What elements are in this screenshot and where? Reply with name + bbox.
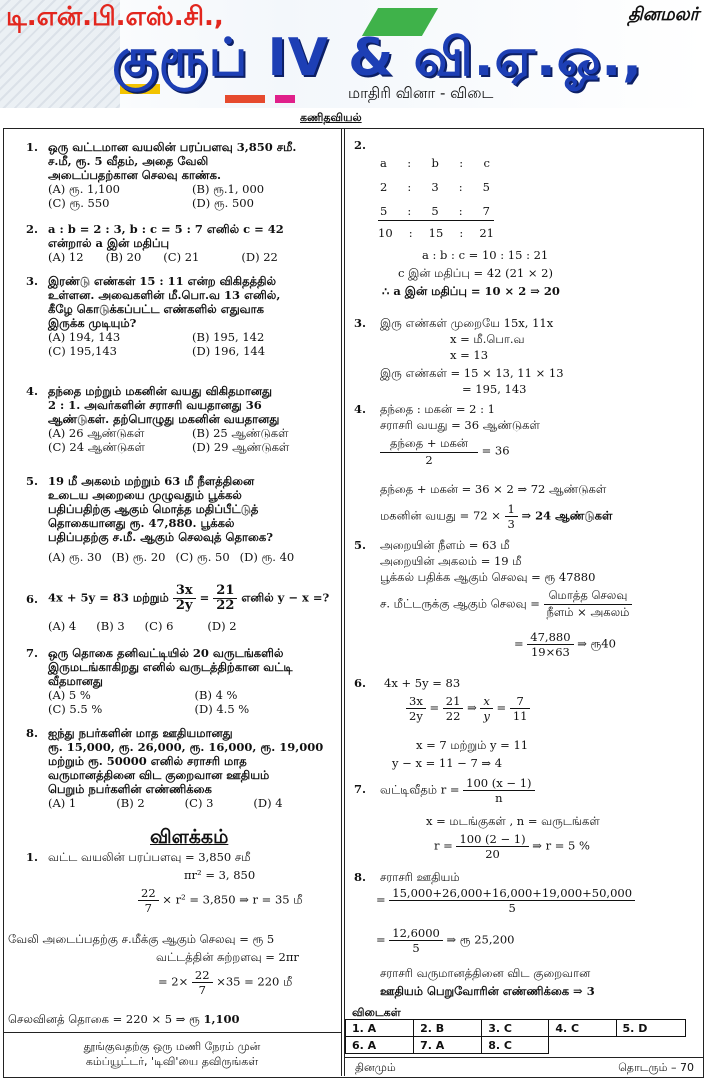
ratio-cell: : [459,156,464,170]
option: (B) ரூ.1, 000 [192,182,265,196]
explanation-line: சராசரி வருமானத்தினை விட குறைவான [380,966,591,980]
option: (D) ரூ. 500 [192,196,254,210]
option: (B) 3 [96,619,125,633]
equation-text: 4x + 5y = 83 மற்றும் [48,590,169,605]
explanation-number: 3. [354,316,367,330]
fraction-denominator: 5 [412,941,420,955]
question-line: ஆண்டுகள். தற்பொழுது மகனின் வயதானது [48,412,280,426]
empty-cell [549,1037,616,1054]
ratio-row [380,156,490,170]
option: (B) ரூ. 20 [111,550,166,564]
ratio-cell: : [407,156,412,170]
continued-label: தொடரும் – 70 [618,1061,694,1074]
column-divider-2 [344,128,345,1076]
option: (C) 3 [184,796,214,810]
equation-text: ⇒ ரூ40 [577,636,616,651]
equation-text: ⇒ r = 5 % [532,838,590,853]
option: (C) 5.5 % [48,702,103,716]
explanation-line [138,886,303,915]
fraction-denominator: 7 [144,901,152,915]
option: (A) 12 [48,250,84,264]
question-number: 4. [26,384,39,398]
option: (A) 26 ஆண்டுகள் [48,426,145,440]
question-line: பதிப்பதிற்கு ஆகும் மொத்த மதிப்பீட்டுத் [48,502,259,516]
ratio-row [378,226,494,240]
option: (D) 196, 144 [192,344,266,358]
option: (B) 2 [116,796,145,810]
ratio-cell: 10 [378,226,393,240]
equation-text: = 2× [158,974,189,989]
ratio-cell: 5 [380,204,388,218]
option: (C) ரூ. 50 [175,550,230,564]
question-line: அடைப்பதற்கான செலவு காண்க. [48,168,221,182]
explanation-number: 8. [354,870,367,884]
fraction-numerator: 21 [213,584,237,599]
option: (B) 4 % [194,688,238,702]
ratio-cell: : [458,180,463,194]
ratio-cell: a [380,156,387,170]
question-line: என்றால் a இன் மதிப்பு [48,236,170,250]
explanation-line [380,776,535,805]
fraction-denominator: 2 [425,453,433,467]
explanation-line: இரு எண்கள் முறையே 15x, 11x [380,316,554,330]
explanation-line: y − x = 11 − 7 ⇒ 4 [392,756,503,770]
fraction-numerator: 15,000+26,000+16,000+19,000+50,000 [389,886,635,901]
ratio-cell: 21 [479,226,494,240]
question-line: பெறும் நபர்களின் எண்ணிக்கை [48,782,212,796]
answer-cell: 2. B [414,1020,482,1037]
explanation-line: வட்டத்தின் சுற்றளவு = 2πr [156,950,299,964]
fraction-numerator: 47,880 [527,630,573,645]
explanation-line: a : b : c = 10 : 15 : 21 [422,248,549,262]
option: (A) 4 [48,619,77,633]
answer-cell: 8. C [482,1037,549,1054]
fraction-denominator: y [483,709,490,723]
explanation-line: பூக்கல் பதிக்க ஆகும் செலவு = ரூ 47880 [380,570,596,584]
table-row [346,1020,686,1037]
equation-text: = [376,932,386,947]
equation-text: = [376,892,386,907]
fraction-numerator: 22 [192,968,213,983]
answer-cell: 7. A [414,1037,482,1054]
explanation-line [380,588,632,621]
equation-text: = [514,636,524,651]
option: (D) 2 [207,619,237,633]
fraction-denominator: 2y [409,709,423,723]
option: (B) 25 ஆண்டுகள் [192,426,289,440]
fraction-denominator: 3 [507,517,515,531]
explanation-number: 7. [354,782,367,796]
question-line: 19 மீ அகலம் மற்றும் 63 மீ நீளத்தினை [48,474,255,488]
equation-text: வட்டிவீதம் r = [380,782,460,797]
fraction-numerator: 100 (x − 1) [463,776,534,791]
explanation-line: c இன் மதிப்பு = 42 (21 × 2) [398,266,553,280]
arrow-symbol: ⇒ [467,700,477,715]
question-3 [26,274,336,358]
column-divider [341,128,342,1076]
explanation-line: x = 7 மற்றும் y = 11 [416,738,529,752]
explanation-line: x = மடங்குகள் , n = வருடங்கள் [426,814,600,828]
question-line: இருக்க முடியும்? [48,316,137,330]
answer-cell: 6. A [346,1037,414,1054]
question-number: 7. [26,646,39,660]
empty-cell [616,1037,685,1054]
question-number: 5. [26,474,39,488]
question-line: வீதமானது [48,674,103,688]
explanation-line [514,630,616,659]
answer-cell: 1. A [346,1020,414,1037]
explanation-line [376,886,635,915]
ratio-row [380,180,490,194]
explanation-line [406,694,530,723]
explanation-line: சராசரி ஊதியம் [380,870,460,884]
ratio-cell: : [407,204,412,218]
equation-text: எனில் y − x =? [241,590,330,605]
footer-line: கம்ப்யூட்டர், 'டிவி'யை தவிருங்கள் [85,1055,259,1068]
explanation-line: 4x + 5y = 83 [384,676,461,690]
answers-table [345,1019,686,1054]
answers-label: விடைகள் [352,1006,401,1019]
explanation-line [380,502,612,531]
ratio-cell: 2 [380,180,388,194]
equation-text: ×35 = 220 மீ [216,974,293,989]
subtitle: மாதிரி வினா - விடை [348,84,494,102]
equals-sign: = [496,700,507,715]
ratio-cell: : [407,180,412,194]
footer-label: தினமும் [355,1061,396,1074]
section-title: கணிதவியல் [300,111,362,124]
question-4 [26,384,336,454]
explanation-line: தந்தை + மகன் = 36 × 2 ⇒ 72 ஆண்டுகள் [380,482,607,496]
fraction-numerator: 100 (2 − 1) [456,832,528,847]
option: (C) 6 [144,619,174,633]
equation-text: ச. மீட்டருக்கு ஆகும் செலவு = [380,596,540,611]
equation-text: × r² = 3,850 ⇒ r = 35 மீ [162,892,303,907]
ratio-cell: : [458,204,463,218]
fraction-numerator: 12,6000 [389,926,443,941]
fraction-numerator: மொத்த செலவு [544,588,633,605]
question-line: உள்ளன. அவைகளின் மீ.பொ.வ 13 எனில், [48,288,281,302]
fraction-denominator: 22 [445,709,461,723]
fraction-denominator: 20 [485,847,500,861]
question-line: உடைய அறையை முழுவதும் பூக்கல் [48,488,242,502]
fraction [213,584,237,613]
header-banner [0,0,707,108]
question-line: தொகையானது ரூ. 47,880. பூக்கல் [48,516,235,530]
question-line: இரண்டு எண்கள் 15 : 11 என்ற விகிதத்தில் [48,274,277,288]
option: (D) 22 [241,250,278,264]
question-line: ரூ. 15,000, ரூ. 26,000, ரூ. 16,000, ரூ. 19,000 [48,740,324,754]
ratio-cell: c [483,156,490,170]
question-line: கீழே கொடுக்கப்பட்ட எண்களில் எதுவாக [48,302,265,316]
option: (D) ரூ. 40 [239,550,295,564]
question-5 [26,474,341,564]
explanation-number: 4. [354,402,367,416]
ratio-cell: : [408,226,413,240]
equals-sign: = [199,590,210,605]
ratio-cell: : [459,226,464,240]
explanation-line: இரு எண்கள் = 15 × 13, 11 × 13 [380,366,564,380]
footer-right [345,1057,704,1077]
brand-logo: தினமலர் [627,4,699,25]
fraction-numerator: தந்தை + மகன் [380,436,478,453]
fraction-denominator: நீளம் × அகலம் [546,605,630,619]
option: (D) 29 ஆண்டுகள் [192,440,290,454]
question-line: இருமடங்காகிறது எனில் வருடத்திற்கான வட்டி [48,660,293,674]
fraction [173,584,196,613]
option: (A) 194, 143 [48,330,121,344]
ratio-rule [378,220,494,221]
explanation-line: x = 13 [450,348,489,362]
fraction-numerator: x [480,694,493,709]
fraction-denominator: 5 [508,901,516,915]
question-line: தந்தை மற்றும் மகனின் வயது விகிதமானது [48,384,272,398]
explanation-title: விளக்கம் [150,826,229,848]
ratio-cell: 15 [428,226,444,240]
ratio-cell: b [431,156,439,170]
question-number: 6. [26,592,39,606]
explanation-line: தந்தை : மகன் = 2 : 1 [380,402,495,416]
equation-text: r = [434,838,453,853]
option: (C) 24 ஆண்டுகள் [48,440,145,454]
fraction-denominator: 11 [512,709,528,723]
title-top: டி.என்.பி.எஸ்.சி., [6,2,224,32]
question-line: ஒரு வட்டமான வயலின் பரப்பளவு 3,850 சமீ. [48,140,297,154]
option: (C) 21 [163,250,200,264]
explanation-number: 5. [354,538,367,552]
equation-text: செலவினத் தொகை = 220 × 5 ⇒ ரூ [8,1012,204,1026]
option: (D) 4 [253,796,283,810]
question-line: ச.மீ, ரூ. 5 வீதம், அதை வேலி [48,154,209,168]
answer-cell: 4. C [549,1020,616,1037]
answer-cell: 5. D [616,1020,685,1037]
question-line: மற்றும் ரூ. 50000 எனில் சராசரி மாத [48,754,247,768]
explanation-line: சராசரி வயது = 36 ஆண்டுகள் [380,418,540,432]
ratio-cell: 3 [431,180,439,194]
question-line: வருமானத்தினை விட குறைவான ஊதியம் [48,768,270,782]
explanation-line [380,436,510,467]
equation-text: மகனின் வயது = 72 × [380,508,501,523]
option: (A) 5 % [48,688,91,702]
question-7 [26,646,341,716]
ratio-cell: 7 [482,204,490,218]
explanation-line [8,1012,240,1028]
question-number: 1. [26,140,39,154]
question-line: 2 : 1. அவர்களின் சராசரி வயதானது 36 [48,398,262,412]
fraction-numerator: 22 [138,886,159,901]
equals-sign: = [429,700,440,715]
answer-value: ⇒ 24 ஆண்டுகள் [521,508,613,523]
answer-value: 1,100 [203,1012,240,1026]
explanation-line: அறையின் நீளம் = 63 மீ [380,538,510,552]
question-number: 8. [26,726,39,740]
option: (D) 4.5 % [194,702,250,716]
question-1 [26,140,336,210]
explanation-line: x = மீ.பொ.வ [450,332,525,346]
fraction-denominator: 7 [198,983,206,997]
question-line: ஐந்து நபர்களின் மாத ஊதியமானது [48,726,233,740]
explanation-line: வட்ட வயலின் பரப்பளவு = 3,850 சமீ [48,850,251,864]
title-main: குரூப் IV & வி.ஏ.ஓ., [112,28,643,88]
explanation-line: வேலி அடைப்பதற்கு ச.மீக்கு ஆகும் செலவு = ரூ 5 [8,932,275,946]
decor-stripe-red [225,95,265,103]
explanation-line: ∴ a இன் மதிப்பு = 10 × 2 ⇒ 20 [382,284,560,298]
option: (B) 195, 142 [192,330,265,344]
fraction-numerator: 3x [173,584,196,599]
option: (B) 20 [105,250,142,264]
explanations-column [350,132,700,1012]
equation-text: ⇒ ரூ 25,200 [446,932,515,947]
answer-cell: 3. C [482,1020,549,1037]
option: (C) 195,143 [48,344,117,358]
footer-line: தூங்குவதற்கு ஒரு மணி நேரம் முன் [83,1040,261,1053]
fraction-denominator: 2y [175,598,193,613]
explanation-line [158,968,292,997]
fraction-denominator: n [495,791,503,805]
table-row [346,1037,686,1054]
ratio-cell: 5 [431,204,439,218]
footer-tip [3,1032,341,1076]
question-number: 3. [26,274,39,288]
question-line: பதிப்பதற்கு ச.மீ. ஆகும் செலவுத் தொகை? [48,530,273,544]
option: (A) ரூ. 1,100 [48,182,120,196]
question-line: ஒரு தொகை தனிவட்டியில் 20 வருடங்களில் [48,646,284,660]
explanation-number: 1. [26,850,39,864]
fraction-numerator: 3x [406,694,426,709]
explanation-line: = 195, 143 [462,382,527,396]
question-2 [26,222,336,264]
fraction-denominator: 19×63 [530,645,570,659]
question-line: a : b = 2 : 3, b : c = 5 : 7 எனில் c = 42 [48,222,284,236]
fraction-numerator: 7 [510,694,531,709]
option: (A) 1 [48,796,77,810]
explanation-number: 6. [354,676,367,690]
question-number: 2. [26,222,39,236]
explanation-number: 2. [354,138,367,152]
explanation-line: அறையின் அகலம் = 19 மீ [380,554,522,568]
question-8 [26,726,344,810]
fraction-numerator: 1 [505,502,518,517]
equation-text: = 36 [481,443,510,458]
explanation-line: πr² = 3, 850 [184,868,256,882]
explanation-line: ஊதியம் பெறுவோரின் எண்ணிக்கை ⇒ 3 [380,984,595,998]
ratio-row [380,204,490,218]
explanation-line [376,926,514,955]
option: (C) ரூ. 550 [48,196,110,210]
question-6 [26,584,341,633]
decor-stripe-magenta [275,95,295,103]
fraction-denominator: 22 [216,598,235,613]
ratio-cell: 5 [482,180,490,194]
explanation-line [434,832,590,861]
option: (A) ரூ. 30 [48,550,102,564]
fraction-numerator: 21 [443,694,464,709]
